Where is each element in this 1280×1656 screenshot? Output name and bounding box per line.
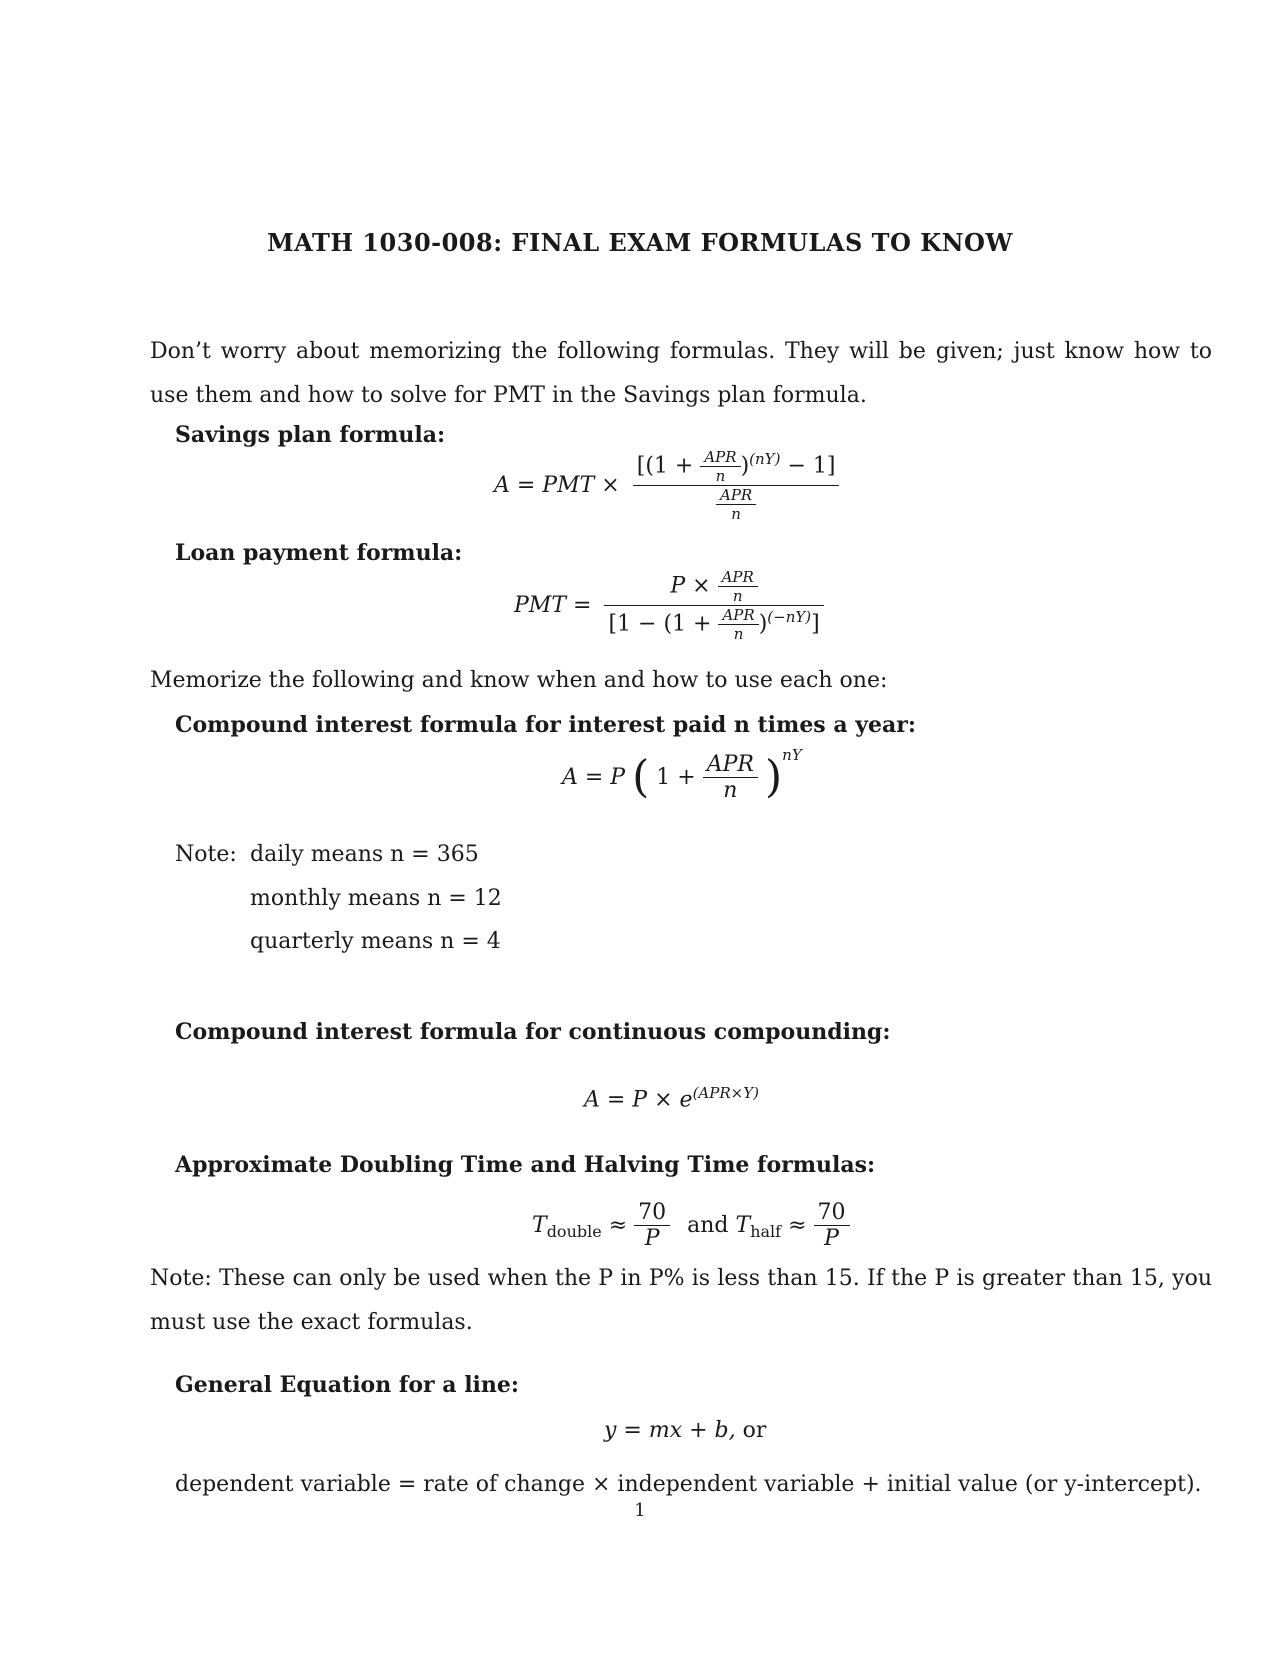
continuous-exp: (APR×Y) — [692, 1084, 759, 1102]
line-description: dependent variable = rate of change × independent variable + initial value (or y-intercept). — [175, 1472, 1202, 1497]
note-line-quarterly: quarterly means n = 4 — [250, 929, 501, 954]
loan-den-exp: (−nY) — [767, 608, 812, 627]
loan-denominator — [604, 605, 823, 643]
continuous-heading: Compound interest formula for continuous compounding: — [175, 1019, 891, 1045]
page-title: MATH 1030-008: FINAL EXAM FORMULAS TO KNOW — [267, 228, 1013, 257]
savings-numerator — [633, 448, 840, 485]
halving-fraction — [814, 1200, 850, 1251]
t-half: T — [735, 1213, 751, 1238]
savings-num-paren: ) — [740, 453, 750, 479]
loan-den-fraction — [718, 606, 758, 643]
savings-formula — [494, 448, 839, 523]
approx-1: ≈ — [608, 1213, 628, 1238]
savings-fraction — [633, 448, 840, 523]
loan-fraction — [604, 568, 823, 643]
halving-den: P — [814, 1225, 850, 1251]
loan-den-top: APR — [722, 606, 755, 624]
and-word: and — [687, 1213, 729, 1238]
loan-lhs: PMT = — [514, 593, 592, 618]
approx-2: ≈ — [788, 1213, 807, 1238]
doubling-note: Note: These can only be used when the P in P% is less than 15. If the P is greater than 15, you must use the exact formulas. — [150, 1266, 1212, 1335]
savings-inner-fraction — [700, 448, 740, 485]
loan-numerator — [604, 568, 823, 605]
compound-paren-open: ( — [632, 751, 650, 803]
loan-num-bot: n — [718, 586, 758, 605]
savings-lhs: A = PMT × — [494, 473, 620, 498]
savings-den-top: APR — [719, 486, 753, 504]
savings-num-exp: (nY) — [749, 450, 781, 469]
memorize-text: Memorize the following and know when and how to use each one: — [150, 668, 888, 693]
t-double-sub: double — [546, 1222, 602, 1241]
loan-num-top: APR — [721, 568, 754, 586]
compound-lhs: A = P — [562, 765, 626, 790]
compound-frac-bot: n — [703, 777, 758, 803]
savings-num-open: [(1 + — [636, 453, 694, 479]
savings-heading: Savings plan formula: — [175, 422, 446, 448]
page-number: 1 — [634, 1500, 646, 1521]
compound-formula — [562, 746, 802, 803]
savings-inner-bot: n — [700, 466, 740, 485]
doubling-fraction — [634, 1200, 670, 1251]
intro-paragraph: Don’t worry about memorizing the following formulas. They will be given; just know how to use them and how to solve for PMT in the Savings plan formula. — [150, 339, 1212, 408]
compound-inner-left: 1 + — [656, 765, 696, 790]
halving-num: 70 — [817, 1200, 846, 1225]
t-double: T — [532, 1213, 547, 1238]
compound-exp: nY — [782, 746, 802, 764]
loan-den-bot: n — [718, 624, 758, 643]
savings-denominator — [633, 485, 840, 523]
savings-den-fraction — [716, 486, 756, 523]
line-formula — [604, 1418, 766, 1443]
savings-inner-top: APR — [704, 448, 737, 466]
compound-paren-close: ) — [765, 751, 783, 803]
loan-den-open: [1 − (1 + — [608, 611, 712, 637]
note-line-daily: daily means n = 365 — [250, 842, 479, 867]
line-or: or — [742, 1418, 767, 1443]
doubling-heading: Approximate Doubling Time and Halving Time formulas: — [175, 1152, 876, 1178]
loan-den-close: ) — [758, 611, 768, 637]
note-line-monthly: monthly means n = 12 — [250, 886, 502, 911]
loan-formula — [514, 568, 824, 643]
doubling-den: P — [634, 1225, 670, 1251]
loan-den-end: ] — [811, 611, 820, 637]
line-heading: General Equation for a line: — [175, 1372, 520, 1398]
doubling-formula — [532, 1200, 850, 1251]
loan-num-left: P × — [670, 573, 711, 599]
compound-fraction — [703, 752, 758, 803]
compound-heading: Compound interest formula for interest paid n times a year: — [175, 712, 917, 738]
compound-frac-top: APR — [706, 752, 754, 777]
loan-heading: Loan payment formula: — [175, 540, 463, 566]
doubling-num: 70 — [638, 1200, 667, 1225]
t-half-sub: half — [750, 1222, 782, 1241]
continuous-formula — [584, 1084, 759, 1112]
loan-num-fraction — [718, 568, 758, 605]
notes-label: Note: — [175, 842, 237, 867]
savings-num-tail: − 1] — [787, 453, 836, 479]
savings-den-bot: n — [716, 504, 756, 523]
line-equation: y = mx + b, — [604, 1418, 736, 1443]
continuous-base: A = P × e — [584, 1087, 693, 1113]
